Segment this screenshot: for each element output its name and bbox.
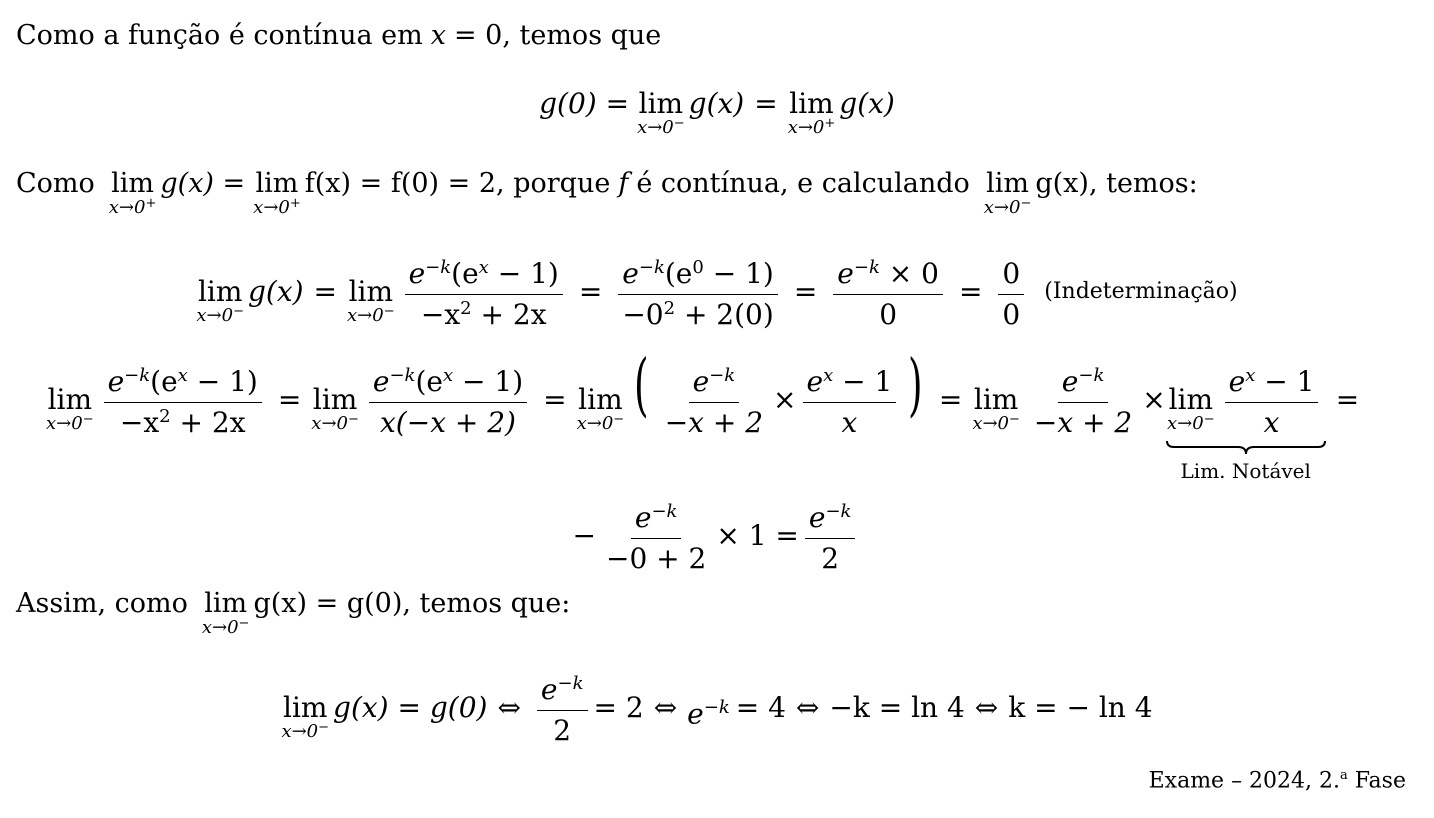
equation-final: lim x→0− g(x) = g(0) ⇔ $\frac{e^{-k}}{2}$ = 2 ⇔ $e^{-k}$ = 4 ⇔ −k = ln 4 ⇔ k = − ln 4	[281, 673, 1153, 747]
indeterminacy-note: (Indeterminação)	[1044, 279, 1238, 304]
paragraph-three: Assim, como lim x→0− g(x) = g(0), temos que:	[16, 588, 571, 638]
intro-line	[16, 18, 661, 54]
equation-continuity: g(0) = lim x→0− g(x) = lim x→0+ g(x)	[539, 87, 895, 138]
fraction-d: $\frac{0}{0}$	[998, 256, 1024, 333]
intro-eq: = 0, temos que	[453, 20, 662, 51]
limit-right: lim x→0+	[787, 87, 836, 138]
g0-term: g(0) =	[539, 87, 630, 120]
fraction-a: $\frac{e^{-k}(e^x - 1)}{-x^2 + 2x}$	[405, 256, 563, 333]
notable-limit-brace: lim x→0− $\frac{e^x - 1}{x}$ Lim. Notável	[1166, 382, 1326, 483]
equation-result: − $\frac{e^{-k}}{-0 + 2}$ × 1 = $\frac{e^{-k}}{2}$	[0, 518, 1434, 595]
equation-limit-calc: lim x→0− g(x) = lim x→0− $\frac{e^{-k}(e^x - 1)}{-x^2 + 2x}$ = $\frac{e^{-k}(e^0 - 1)}{-0^2 + 2(0)}$ = $\frac{e^{-k} \times 0}{0}$ = $\frac{0}{0}$ (Indeterminação)	[196, 257, 1238, 331]
underbrace-icon	[1166, 439, 1326, 455]
exam-reference: Exame – 2024, 2.$^a$ Fase	[1148, 768, 1406, 794]
limit-left: lim x→0−	[637, 87, 685, 138]
paragraph-two: Como lim x→0+ g(x) = lim x→0+ f(x) = f(0) = 2, porque f é contínua, e calculando lim x→0− g(x), temos:	[16, 168, 1198, 218]
brace-label: Lim. Notável	[1180, 459, 1311, 483]
fraction-b: $\frac{e^{-k}(e^0 - 1)}{-0^2 + 2(0)}$	[618, 256, 778, 333]
equation-factorization: lim x→0− $\frac{e^{-k}(e^x - 1)}{-x^2 + 2x}$ = lim x→0− $\frac{e^{-k}(e^x - 1)}{x(-x + 2)}$ = lim x→0− ( $\frac{e^{-k}}{-x + 2}$ × $\frac{e^x - 1}{x}$ ) = lim x→0− $\frac{e^{-k}}{-x + 2}$ × lim x→0− $\frac{e^x - 1}{x}$ Lim. Notável =	[46, 346, 1360, 483]
intro-text: Como a função é contínua em	[16, 20, 423, 51]
intro-var: x	[430, 20, 446, 51]
fraction-c: $\frac{e^{-k} \times 0}{0}$	[833, 256, 943, 333]
